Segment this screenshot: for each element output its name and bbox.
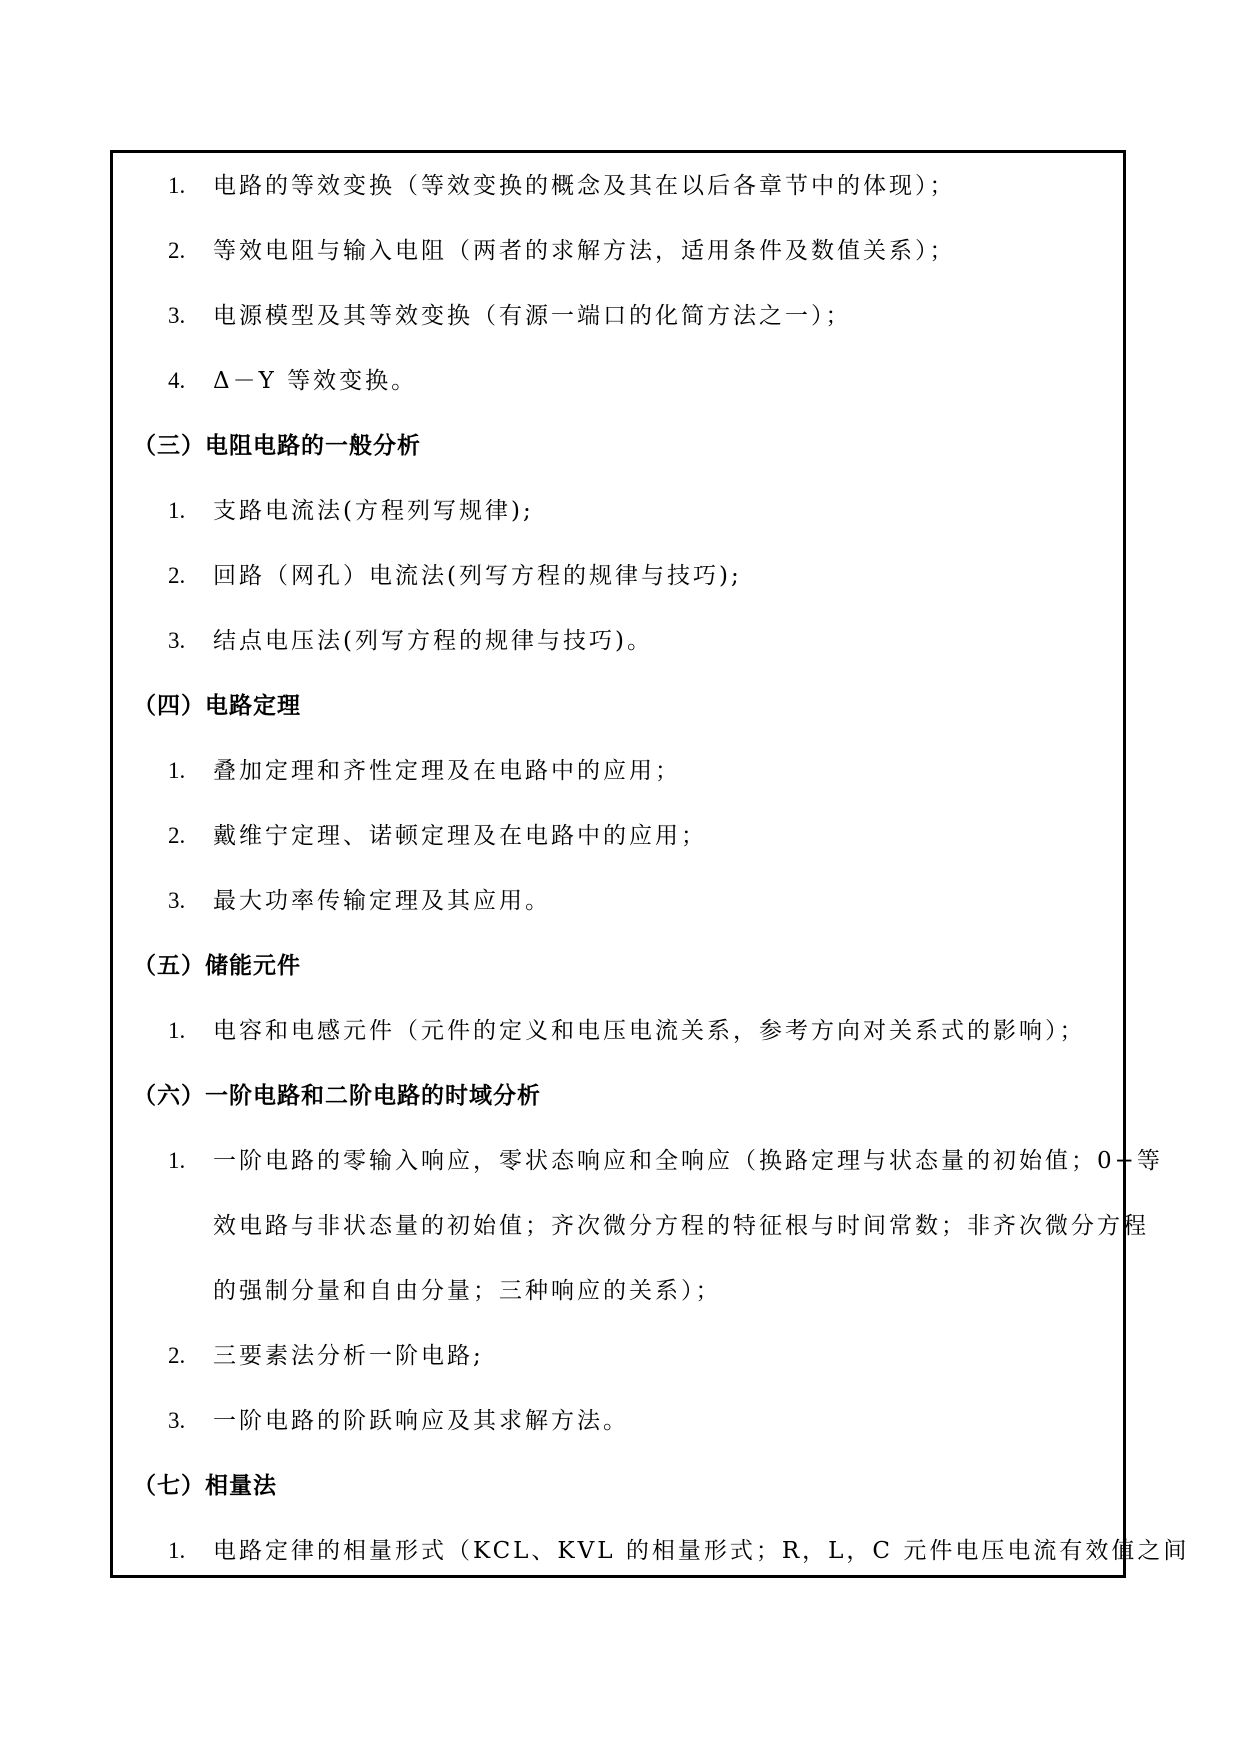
item-number: 2. [168, 563, 186, 588]
item-text: 叠加定理和齐性定理及在电路中的应用； [213, 758, 681, 784]
item-number: 1. [168, 173, 186, 198]
item-text: 戴维宁定理、诺顿定理及在电路中的应用； [213, 823, 707, 849]
item-text: 回路（网孔）电流法(列写方程的规律与技巧); [213, 563, 742, 589]
item-text: 电路定律的相量形式（KCL、KVL 的相量形式；R，L，C 元件电压电流有效值之间 [213, 1538, 1190, 1564]
item-text: 支路电流法(方程列写规律); [213, 498, 534, 524]
section-heading: （六）一阶电路和二阶电路的时域分析 [133, 1082, 541, 1109]
item-text: 三要素法分析一阶电路; [213, 1343, 484, 1369]
item-number: 2. [168, 238, 186, 263]
item-text: 一阶电路的零输入响应，零状态响应和全响应（换路定理与状态量的初始值；0+等 [213, 1148, 1163, 1174]
item-number: 1. [168, 758, 186, 783]
item-text: 电路的等效变换（等效变换的概念及其在以后各章节中的体现）； [213, 173, 956, 199]
list-item-continuation: 的强制分量和自由分量；三种响应的关系）； [213, 1278, 722, 1304]
item-number: 2. [168, 823, 186, 848]
item-text: 等效电阻与输入电阻（两者的求解方法，适用条件及数值关系）； [213, 238, 956, 264]
item-text: 电容和电感元件（元件的定义和电压电流关系，参考方向对关系式的影响）； [213, 1018, 1086, 1044]
content-table-cell [110, 150, 1190, 1578]
list-item-continuation: 效电路与非状态量的初始值；齐次微分方程的特征根与时间常数；非齐次微分方程 [213, 1213, 1149, 1239]
item-number: 1. [168, 1148, 186, 1173]
item-number: 1. [168, 498, 186, 523]
item-number: 1. [168, 1538, 186, 1563]
item-text: 电源模型及其等效变换（有源一端口的化简方法之一）； [213, 303, 852, 329]
item-text: Δ－Y 等效变换。 [213, 368, 418, 394]
item-text: 最大功率传输定理及其应用。 [213, 888, 551, 914]
item-number: 1. [168, 1018, 186, 1043]
item-text: 一阶电路的阶跃响应及其求解方法。 [213, 1408, 629, 1434]
section-heading: （三）电阻电路的一般分析 [133, 432, 421, 459]
section-heading: （四）电路定理 [133, 692, 301, 719]
item-number: 3. [168, 628, 186, 653]
item-number: 3. [168, 888, 186, 913]
item-number: 2. [168, 1343, 186, 1368]
section-heading: （七）相量法 [133, 1472, 277, 1499]
item-number: 3. [168, 1408, 186, 1433]
item-text: 结点电压法(列写方程的规律与技巧)。 [213, 628, 653, 654]
section-heading: （五）储能元件 [133, 952, 301, 979]
item-number: 4. [168, 368, 186, 393]
item-number: 3. [168, 303, 186, 328]
